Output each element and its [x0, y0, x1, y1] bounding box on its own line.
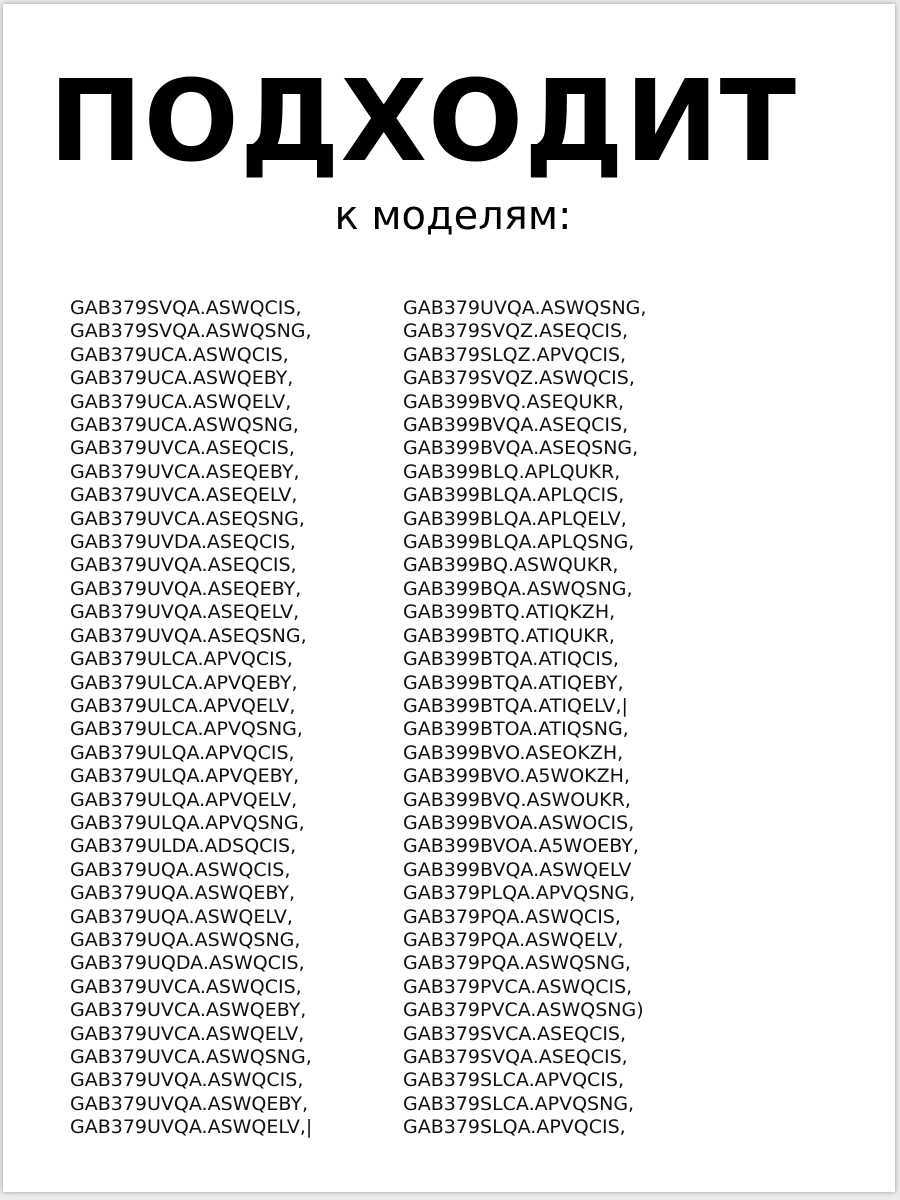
- model-item: GAB379UCA.ASWQCIS,: [70, 343, 289, 366]
- model-item: GAB379UVQA.ASEQEBY,: [70, 577, 302, 600]
- model-item: GAB379PQA.ASWQCIS,: [403, 905, 621, 928]
- model-item: GAB399BTQA.ATIQELV,|: [403, 694, 628, 717]
- model-item: GAB379ULCA.APVQELV,: [70, 694, 296, 717]
- model-item: GAB399BQA.ASWQSNG,: [403, 577, 633, 600]
- model-item: GAB399BVO.ASEOKZH,: [403, 741, 624, 764]
- model-item: GAB379SLQZ.APVQCIS,: [403, 343, 627, 366]
- model-item: GAB379UVQA.ASWQSNG,: [403, 297, 647, 319]
- page-title: ПОДХОДИТ: [48, 57, 798, 187]
- model-item: GAB379UQA.ASWQCIS,: [70, 858, 291, 881]
- model-item: GAB399BTQA.ATIQEBY,: [403, 671, 624, 694]
- document-sheet: [3, 4, 895, 1192]
- model-item: GAB379SVQA.ASWQCIS,: [70, 297, 302, 319]
- model-item: GAB399BLQA.APLQELV,: [403, 507, 627, 530]
- model-item: GAB399BTQ.ATIQKZH,: [403, 601, 616, 624]
- model-item: GAB379SLQA.APVQCIS,: [403, 1116, 626, 1139]
- model-item: GAB379ULQA.APVQELV,: [70, 788, 298, 811]
- model-item: GAB379UQA.ASWQELV,: [70, 905, 293, 928]
- model-list-left: [70, 297, 312, 1140]
- model-item: GAB399BVQ.ASEQUKR,: [403, 390, 625, 413]
- model-item: GAB399BVQA.ASWQELV: [403, 858, 632, 881]
- model-item: GAB379SLCA.APVQCIS,: [403, 1069, 625, 1092]
- model-item: GAB379UVDA.ASEQCIS,: [70, 531, 296, 554]
- model-item: GAB379UQA.ASWQEBY,: [70, 882, 296, 905]
- model-item: GAB379ULDA.ADSQCIS,: [70, 835, 297, 858]
- model-item: GAB399BLQA.APLQSNG,: [403, 531, 635, 554]
- model-item: GAB379UVQA.ASEQELV,: [70, 601, 300, 624]
- model-item: GAB379UVQA.ASEQSNG,: [70, 624, 307, 647]
- model-item: GAB379ULCA.APVQCIS,: [70, 648, 293, 671]
- model-item: GAB379PQA.ASWQELV,: [403, 928, 624, 951]
- model-item: GAB379UVQA.ASEQCIS,: [70, 554, 297, 577]
- model-item: GAB379PQA.ASWQSNG,: [403, 952, 631, 975]
- model-item: GAB379SVQA.ASEQCIS,: [403, 1046, 628, 1068]
- model-item: GAB379ULQA.APVQEBY,: [70, 765, 300, 788]
- model-item: GAB379ULQA.APVQCIS,: [70, 741, 295, 764]
- model-item: GAB399BLQA.APLQCIS,: [403, 484, 625, 507]
- model-item: GAB379UVQA.ASWQEBY,: [70, 1092, 309, 1115]
- model-item: GAB399BVQA.ASEQSNG,: [403, 437, 639, 460]
- model-item: GAB399BVQA.ASEQCIS,: [403, 414, 629, 437]
- model-item: GAB379UVCA.ASEQSNG,: [70, 507, 305, 530]
- model-item: GAB399BQ.ASWQUKR,: [403, 554, 619, 577]
- page-subtitle: к моделям:: [334, 193, 572, 239]
- model-item: GAB379UVCA.ASWQEBY,: [70, 999, 307, 1022]
- model-item: GAB379PVCA.ASWQCIS,: [403, 975, 633, 998]
- model-item: GAB379UQDA.ASWQCIS,: [70, 952, 305, 975]
- model-item: GAB379UVCA.ASWQSNG,: [70, 1046, 312, 1068]
- model-item: GAB379UVCA.ASEQEBY,: [70, 460, 300, 483]
- model-item: GAB379PLQA.APVQSNG,: [403, 882, 636, 905]
- model-item: GAB379ULQA.APVQSNG,: [70, 811, 305, 834]
- model-item: GAB379SVQA.ASWQSNG,: [70, 320, 312, 343]
- model-item: GAB399BVOA.ASWOCIS,: [403, 811, 635, 834]
- model-item: GAB379ULCA.APVQEBY,: [70, 671, 298, 694]
- model-item: GAB399BTQA.ATIQCIS,: [403, 648, 619, 671]
- model-item: GAB379SVQZ.ASWQCIS,: [403, 367, 635, 390]
- model-item: GAB379UVQA.ASWQCIS,: [70, 1069, 304, 1092]
- model-item: GAB379UVQA.ASWQELV,|: [70, 1116, 313, 1139]
- model-item: GAB379UQA.ASWQSNG,: [70, 928, 301, 951]
- model-item: GAB379UCA.ASWQELV,: [70, 390, 292, 413]
- model-item: GAB399BVQ.ASWOUKR,: [403, 788, 631, 811]
- model-item: GAB379SVQZ.ASEQCIS,: [403, 320, 629, 343]
- model-item: GAB379ULCA.APVQSNG,: [70, 718, 303, 741]
- model-item: GAB379UVCA.ASEQCIS,: [70, 437, 295, 460]
- model-list-right: [403, 297, 646, 1140]
- model-item: GAB379UVCA.ASWQELV,: [70, 1022, 305, 1045]
- model-item: GAB379SVCA.ASEQCIS,: [403, 1022, 627, 1045]
- model-item: GAB379UVCA.ASEQELV,: [70, 484, 298, 507]
- model-item: GAB399BVOA.A5WOEBY,: [403, 835, 639, 858]
- model-item: GAB379UCA.ASWQEBY,: [70, 367, 294, 390]
- model-item: GAB379UVCA.ASWQCIS,: [70, 975, 302, 998]
- model-item: GAB399BTQ.ATIQUKR,: [403, 624, 615, 647]
- model-item: GAB399BVO.A5WOKZH,: [403, 765, 630, 788]
- model-item: GAB379SLCA.APVQSNG,: [403, 1092, 635, 1115]
- model-item: GAB379PVCA.ASWQSNG): [403, 999, 644, 1022]
- model-item: GAB379UCA.ASWQSNG,: [70, 414, 299, 437]
- model-item: GAB399BLQ.APLQUKR,: [403, 460, 621, 483]
- model-item: GAB399BTOA.ATIQSNG,: [403, 718, 629, 741]
